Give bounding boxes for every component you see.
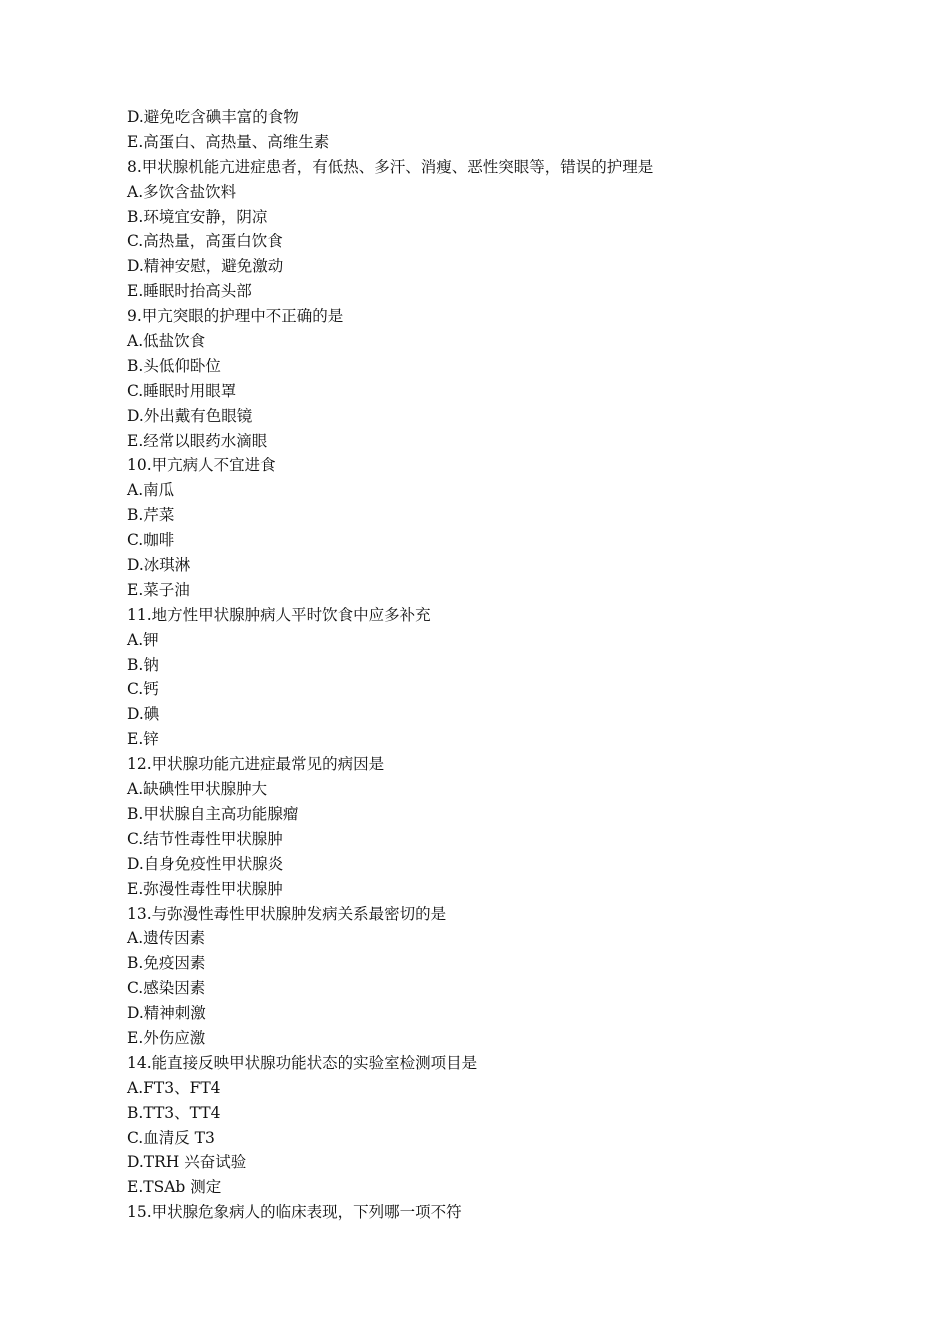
option-line: E.弥漫性毒性甲状腺肿 bbox=[127, 879, 283, 898]
option-line: B.TT3、TT4 bbox=[127, 1103, 221, 1122]
option-line: D.精神安慰，避免激动 bbox=[127, 257, 284, 276]
option-line: B.甲状腺自主高功能腺瘤 bbox=[127, 804, 299, 823]
option-line: E.睡眠时抬高头部 bbox=[127, 282, 252, 301]
option-line: D.冰琪淋 bbox=[127, 556, 191, 575]
option-line: A.钾 bbox=[127, 630, 159, 649]
option-line: D.精神刺激 bbox=[127, 1004, 206, 1023]
option-line: E.外伤应激 bbox=[127, 1028, 206, 1047]
question-line: 11.地方性甲状腺肿病人平时饮食中应多补充 bbox=[127, 605, 431, 624]
question-line: 13.与弥漫性毒性甲状腺肿发病关系最密切的是 bbox=[127, 904, 447, 923]
question-line: 9.甲亢突眼的护理中不正确的是 bbox=[127, 307, 344, 326]
option-line: A.遗传因素 bbox=[127, 929, 206, 948]
option-line: B.芹菜 bbox=[127, 506, 175, 525]
option-line: A.缺碘性甲状腺肿大 bbox=[127, 780, 268, 799]
option-line: A.南瓜 bbox=[127, 481, 175, 500]
option-line: B.环境宜安静，阴凉 bbox=[127, 207, 268, 226]
question-line: 10.甲亢病人不宜进食 bbox=[127, 456, 276, 475]
option-line: D.碘 bbox=[127, 705, 160, 724]
option-line: D.自身免疫性甲状腺炎 bbox=[127, 854, 284, 873]
option-line: B.头低仰卧位 bbox=[127, 356, 221, 375]
option-line: E.TSAb 测定 bbox=[127, 1178, 222, 1197]
option-line: D.TRH 兴奋试验 bbox=[127, 1153, 247, 1172]
option-line: B.钠 bbox=[127, 655, 159, 674]
option-line: E.经常以眼药水滴眼 bbox=[127, 431, 268, 450]
option-line: A.低盐饮食 bbox=[127, 332, 206, 351]
option-line: C.感染因素 bbox=[127, 979, 206, 998]
option-line: C.钙 bbox=[127, 680, 159, 699]
question-line: 8.甲状腺机能亢进症患者，有低热、多汗、消瘦、恶性突眼等，错误的护理是 bbox=[127, 157, 654, 176]
question-text-body bbox=[127, 105, 827, 1225]
option-line: E.菜子油 bbox=[127, 580, 190, 599]
option-line: A.FT3、FT4 bbox=[127, 1078, 221, 1097]
option-line: C.高热量，高蛋白饮食 bbox=[127, 232, 283, 251]
option-line: A.多饮含盐饮料 bbox=[127, 182, 237, 201]
question-line: 12.甲状腺功能亢进症最常见的病因是 bbox=[127, 755, 385, 774]
option-line: C.结节性毒性甲状腺肿 bbox=[127, 829, 283, 848]
option-line: D.避免吃含碘丰富的食物 bbox=[127, 108, 299, 126]
option-line: E.高蛋白、高热量、高维生素 bbox=[127, 132, 330, 151]
option-line: D.外出戴有色眼镜 bbox=[127, 406, 253, 425]
question-line: 14.能直接反映甲状腺功能状态的实验室检测项目是 bbox=[127, 1053, 478, 1072]
option-line: B.免疫因素 bbox=[127, 954, 206, 973]
option-line: C.血清反 T3 bbox=[127, 1128, 215, 1147]
question-line: 15.甲状腺危象病人的临床表现，下列哪一项不符 bbox=[127, 1203, 462, 1222]
option-line: C.咖啡 bbox=[127, 531, 175, 550]
option-line: C.睡眠时用眼罩 bbox=[127, 381, 237, 400]
option-line: E.锌 bbox=[127, 730, 159, 749]
